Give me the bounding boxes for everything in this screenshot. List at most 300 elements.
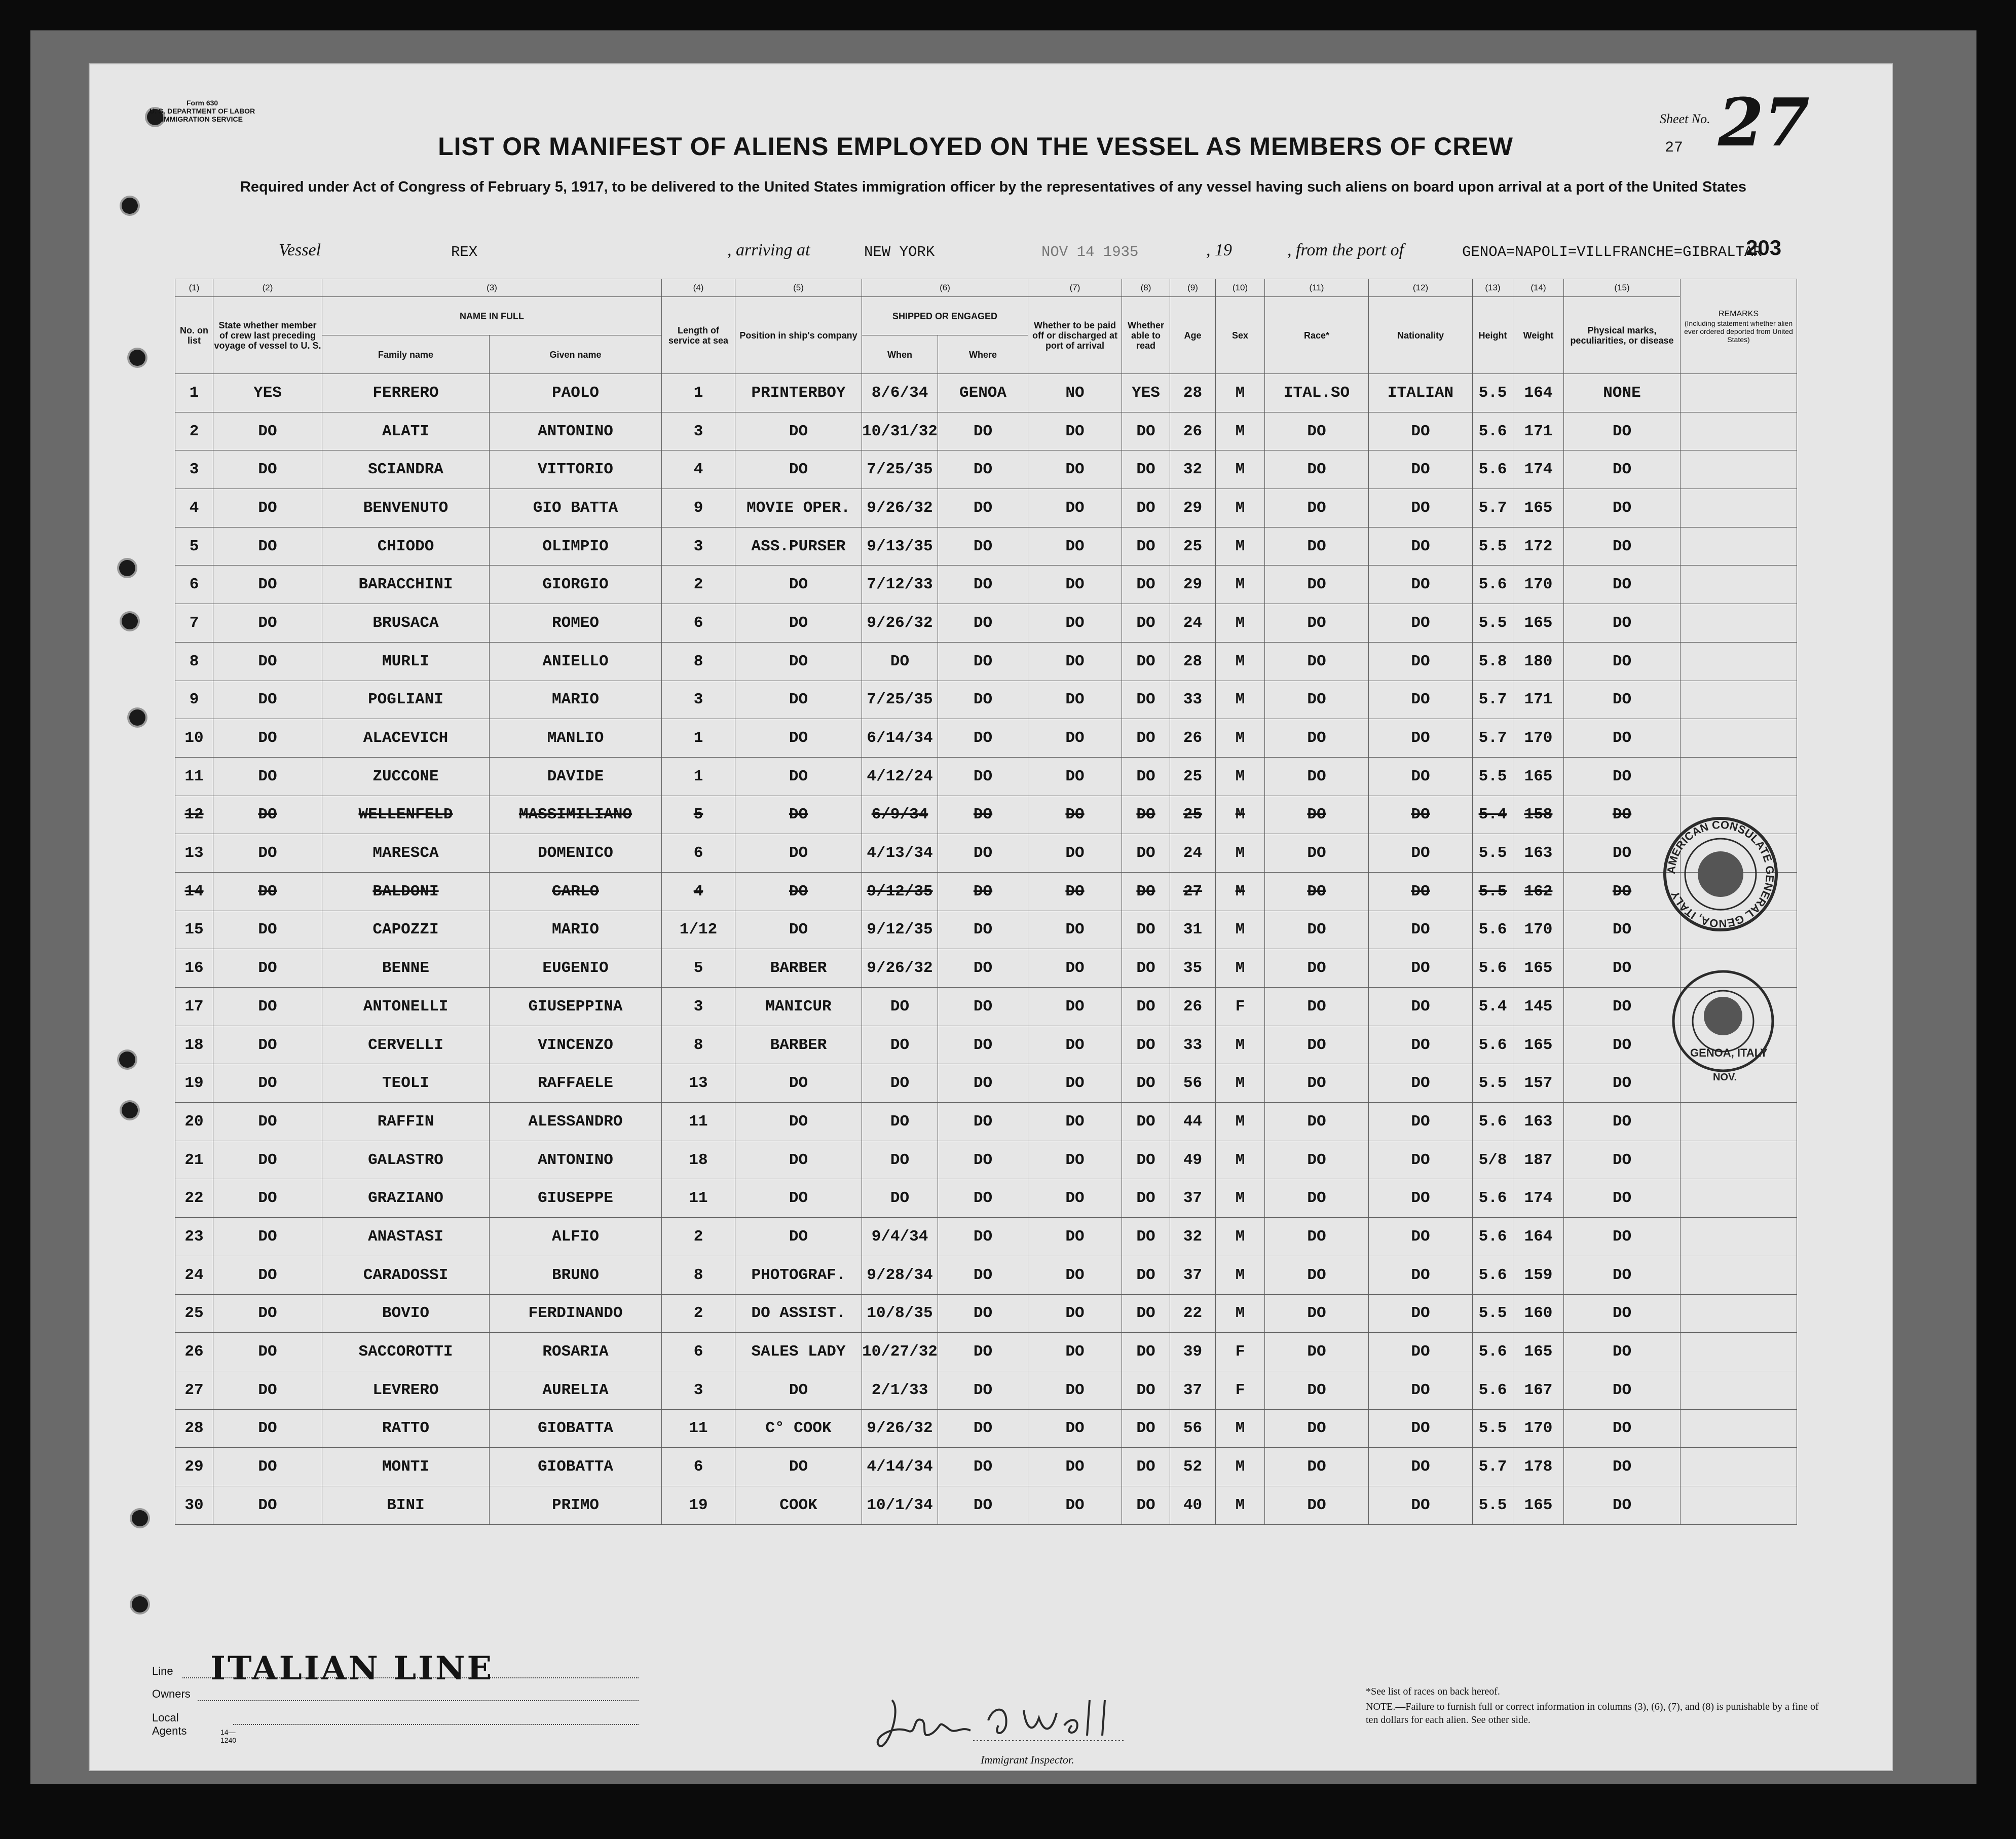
row-nationality: DO bbox=[1369, 719, 1473, 758]
row-paid-off: DO bbox=[1028, 834, 1122, 873]
row-sex: M bbox=[1216, 604, 1265, 643]
binder-hole bbox=[129, 350, 145, 366]
row-race: DO bbox=[1265, 489, 1369, 528]
inspector-label: Immigrant Inspector. bbox=[981, 1753, 1074, 1766]
row-shipped-when: 9/26/32 bbox=[862, 1409, 938, 1448]
sheet-label: Sheet No. bbox=[1660, 111, 1710, 126]
row-family-name: BINI bbox=[322, 1486, 490, 1524]
table-row bbox=[175, 872, 1797, 911]
row-height: 5.5 bbox=[1473, 1409, 1513, 1448]
row-no: 18 bbox=[175, 1026, 213, 1064]
row-sex: M bbox=[1216, 451, 1265, 489]
row-physical-marks: DO bbox=[1564, 1103, 1681, 1141]
row-paid-off: DO bbox=[1028, 1218, 1122, 1256]
row-shipped-when: 9/26/32 bbox=[862, 489, 938, 528]
row-shipped-where: DO bbox=[938, 1371, 1028, 1409]
row-weight: 162 bbox=[1513, 872, 1564, 911]
table-row bbox=[175, 489, 1797, 528]
row-shipped-where: DO bbox=[938, 872, 1028, 911]
colnum-2: (2) bbox=[213, 279, 322, 297]
row-given-name: GIOBATTA bbox=[490, 1448, 662, 1486]
row-prev-voyage: DO bbox=[213, 1333, 322, 1371]
row-position: PHOTOGRAF. bbox=[735, 1256, 862, 1294]
row-height: 5.5 bbox=[1473, 834, 1513, 873]
row-length-service: 11 bbox=[662, 1103, 735, 1141]
colnum-12: (12) bbox=[1369, 279, 1473, 297]
row-remarks bbox=[1681, 1141, 1797, 1179]
row-given-name: GIUSEPPINA bbox=[490, 988, 662, 1026]
row-family-name: ALACEVICH bbox=[322, 719, 490, 758]
row-position: DO bbox=[735, 719, 862, 758]
row-given-name: ROSARIA bbox=[490, 1333, 662, 1371]
row-prev-voyage: DO bbox=[213, 681, 322, 719]
list-number: 203 bbox=[1746, 236, 1782, 259]
row-prev-voyage: DO bbox=[213, 642, 322, 681]
row-position: DO bbox=[735, 412, 862, 451]
vessel-label: Vessel bbox=[279, 241, 321, 259]
row-family-name: CERVELLI bbox=[322, 1026, 490, 1064]
row-nationality: DO bbox=[1369, 1294, 1473, 1333]
row-nationality: DO bbox=[1369, 1103, 1473, 1141]
row-paid-off: DO bbox=[1028, 642, 1122, 681]
row-physical-marks: DO bbox=[1564, 1333, 1681, 1371]
row-prev-voyage: DO bbox=[213, 1026, 322, 1064]
row-shipped-when: 9/26/32 bbox=[862, 949, 938, 988]
row-no: 23 bbox=[175, 1218, 213, 1256]
row-nationality: DO bbox=[1369, 1409, 1473, 1448]
row-age: 22 bbox=[1170, 1294, 1216, 1333]
row-remarks bbox=[1681, 1486, 1797, 1524]
row-prev-voyage: DO bbox=[213, 796, 322, 834]
row-length-service: 8 bbox=[662, 1256, 735, 1294]
row-no: 16 bbox=[175, 949, 213, 988]
row-family-name: BENVENUTO bbox=[322, 489, 490, 528]
row-position: DO bbox=[735, 1064, 862, 1103]
row-physical-marks: DO bbox=[1564, 681, 1681, 719]
row-length-service: 2 bbox=[662, 1218, 735, 1256]
binder-hole bbox=[122, 613, 138, 629]
row-shipped-where: DO bbox=[938, 1141, 1028, 1179]
row-no: 4 bbox=[175, 489, 213, 528]
row-race: DO bbox=[1265, 1218, 1369, 1256]
table-row bbox=[175, 1064, 1797, 1103]
row-sex: M bbox=[1216, 872, 1265, 911]
row-weight: 165 bbox=[1513, 949, 1564, 988]
row-no: 17 bbox=[175, 988, 213, 1026]
row-shipped-when: 7/12/33 bbox=[862, 566, 938, 604]
row-length-service: 6 bbox=[662, 1448, 735, 1486]
row-weight: 164 bbox=[1513, 374, 1564, 412]
row-able-read: DO bbox=[1122, 1103, 1170, 1141]
row-age: 25 bbox=[1170, 796, 1216, 834]
row-weight: 170 bbox=[1513, 911, 1564, 949]
colnum-7: (7) bbox=[1028, 279, 1122, 297]
row-length-service: 4 bbox=[662, 451, 735, 489]
row-age: 39 bbox=[1170, 1333, 1216, 1371]
row-shipped-when: 4/14/34 bbox=[862, 1448, 938, 1486]
row-physical-marks: DO bbox=[1564, 1448, 1681, 1486]
row-weight: 170 bbox=[1513, 719, 1564, 758]
row-sex: M bbox=[1216, 527, 1265, 566]
row-shipped-when: 9/26/32 bbox=[862, 604, 938, 643]
row-race: DO bbox=[1265, 1064, 1369, 1103]
row-height: 5.6 bbox=[1473, 911, 1513, 949]
table-row bbox=[175, 834, 1797, 873]
row-race: DO bbox=[1265, 1294, 1369, 1333]
row-prev-voyage: DO bbox=[213, 1448, 322, 1486]
row-physical-marks: DO bbox=[1564, 1409, 1681, 1448]
row-weight: 170 bbox=[1513, 1409, 1564, 1448]
row-no: 28 bbox=[175, 1409, 213, 1448]
row-race: DO bbox=[1265, 1179, 1369, 1218]
row-able-read: DO bbox=[1122, 1448, 1170, 1486]
colnum-9: (9) bbox=[1170, 279, 1216, 297]
row-no: 25 bbox=[175, 1294, 213, 1333]
row-family-name: GALASTRO bbox=[322, 1141, 490, 1179]
table-row bbox=[175, 949, 1797, 988]
row-nationality: DO bbox=[1369, 566, 1473, 604]
row-physical-marks: DO bbox=[1564, 834, 1681, 873]
table-row bbox=[175, 1294, 1797, 1333]
row-height: 5.5 bbox=[1473, 1064, 1513, 1103]
row-shipped-where: DO bbox=[938, 1026, 1028, 1064]
header-position: Position in ship's company bbox=[735, 297, 862, 374]
row-physical-marks: DO bbox=[1564, 872, 1681, 911]
row-position: DO bbox=[735, 1448, 862, 1486]
row-height: 5.6 bbox=[1473, 1179, 1513, 1218]
row-shipped-where: DO bbox=[938, 911, 1028, 949]
row-age: 56 bbox=[1170, 1064, 1216, 1103]
row-length-service: 4 bbox=[662, 872, 735, 911]
row-position: DO bbox=[735, 642, 862, 681]
row-sex: M bbox=[1216, 757, 1265, 796]
row-no: 26 bbox=[175, 1333, 213, 1371]
row-length-service: 3 bbox=[662, 681, 735, 719]
table-row bbox=[175, 988, 1797, 1026]
row-weight: 165 bbox=[1513, 757, 1564, 796]
sheet-stamp: 27 bbox=[1665, 139, 1684, 157]
row-no: 3 bbox=[175, 451, 213, 489]
line-name: ITALIAN LINE bbox=[210, 1649, 494, 1687]
row-length-service: 1/12 bbox=[662, 911, 735, 949]
row-able-read: YES bbox=[1122, 374, 1170, 412]
row-race: DO bbox=[1265, 1333, 1369, 1371]
row-weight: 157 bbox=[1513, 1064, 1564, 1103]
row-shipped-where: DO bbox=[938, 1486, 1028, 1524]
row-given-name: VITTORIO bbox=[490, 451, 662, 489]
row-shipped-where: DO bbox=[938, 489, 1028, 528]
row-race: DO bbox=[1265, 412, 1369, 451]
row-able-read: DO bbox=[1122, 1141, 1170, 1179]
row-shipped-where: DO bbox=[938, 1333, 1028, 1371]
row-shipped-when: 10/1/34 bbox=[862, 1486, 938, 1524]
row-remarks bbox=[1681, 1179, 1797, 1218]
row-nationality: DO bbox=[1369, 1448, 1473, 1486]
row-position: DO bbox=[735, 1371, 862, 1409]
row-position: DO bbox=[735, 566, 862, 604]
row-prev-voyage: YES bbox=[213, 374, 322, 412]
row-height: 5.6 bbox=[1473, 949, 1513, 988]
header-name-in-full: NAME IN FULL bbox=[322, 297, 662, 335]
vessel-name: REX bbox=[451, 244, 478, 260]
row-able-read: DO bbox=[1122, 412, 1170, 451]
row-race: DO bbox=[1265, 1409, 1369, 1448]
row-paid-off: DO bbox=[1028, 949, 1122, 988]
row-age: 28 bbox=[1170, 374, 1216, 412]
colnum-6: (6) bbox=[862, 279, 1028, 297]
row-shipped-when: 10/27/32 bbox=[862, 1333, 938, 1371]
row-physical-marks: DO bbox=[1564, 796, 1681, 834]
row-remarks bbox=[1681, 1333, 1797, 1371]
row-shipped-where: DO bbox=[938, 796, 1028, 834]
header-shipped: SHIPPED OR ENGAGED bbox=[862, 297, 1028, 335]
row-prev-voyage: DO bbox=[213, 988, 322, 1026]
row-remarks bbox=[1681, 642, 1797, 681]
header-nationality: Nationality bbox=[1369, 297, 1473, 374]
table-row bbox=[175, 1179, 1797, 1218]
row-position: DO ASSIST. bbox=[735, 1294, 862, 1333]
row-family-name: MARESCA bbox=[322, 834, 490, 873]
header-height: Height bbox=[1473, 297, 1513, 374]
row-height: 5.6 bbox=[1473, 412, 1513, 451]
row-paid-off: NO bbox=[1028, 374, 1122, 412]
row-position: SALES LADY bbox=[735, 1333, 862, 1371]
row-no: 10 bbox=[175, 719, 213, 758]
row-able-read: DO bbox=[1122, 911, 1170, 949]
header-sex: Sex bbox=[1216, 297, 1265, 374]
row-nationality: DO bbox=[1369, 412, 1473, 451]
seal-text: AMERICAN CONSULATE GENERAL GENOA, ITALY bbox=[1664, 818, 1777, 930]
row-able-read: DO bbox=[1122, 1333, 1170, 1371]
row-prev-voyage: DO bbox=[213, 527, 322, 566]
row-physical-marks: DO bbox=[1564, 1218, 1681, 1256]
row-physical-marks: DO bbox=[1564, 1064, 1681, 1103]
row-shipped-where: DO bbox=[938, 1218, 1028, 1256]
row-length-service: 2 bbox=[662, 566, 735, 604]
manifest-sheet bbox=[89, 63, 1893, 1771]
binder-hole bbox=[122, 198, 138, 214]
row-physical-marks: DO bbox=[1564, 412, 1681, 451]
row-height: 5.4 bbox=[1473, 988, 1513, 1026]
owners-label: Owners bbox=[152, 1687, 191, 1700]
row-weight: 170 bbox=[1513, 566, 1564, 604]
row-nationality: DO bbox=[1369, 1026, 1473, 1064]
header-family-name: Family name bbox=[322, 335, 490, 374]
table-row bbox=[175, 412, 1797, 451]
row-able-read: DO bbox=[1122, 451, 1170, 489]
row-given-name: MARIO bbox=[490, 681, 662, 719]
row-physical-marks: DO bbox=[1564, 1256, 1681, 1294]
row-given-name: OLIMPIO bbox=[490, 527, 662, 566]
row-length-service: 1 bbox=[662, 757, 735, 796]
row-height: 5.6 bbox=[1473, 451, 1513, 489]
row-given-name: GIUSEPPE bbox=[490, 1179, 662, 1218]
table-row bbox=[175, 1256, 1797, 1294]
row-sex: M bbox=[1216, 489, 1265, 528]
row-sex: M bbox=[1216, 1026, 1265, 1064]
row-sex: M bbox=[1216, 1179, 1265, 1218]
row-given-name: MANLIO bbox=[490, 719, 662, 758]
row-able-read: DO bbox=[1122, 1179, 1170, 1218]
row-length-service: 13 bbox=[662, 1064, 735, 1103]
row-length-service: 6 bbox=[662, 1333, 735, 1371]
row-weight: 163 bbox=[1513, 834, 1564, 873]
row-height: 5.7 bbox=[1473, 681, 1513, 719]
row-prev-voyage: DO bbox=[213, 1179, 322, 1218]
row-age: 44 bbox=[1170, 1103, 1216, 1141]
row-paid-off: DO bbox=[1028, 872, 1122, 911]
row-physical-marks: DO bbox=[1564, 1294, 1681, 1333]
row-race: DO bbox=[1265, 1448, 1369, 1486]
row-family-name: BALDONI bbox=[322, 872, 490, 911]
row-race: DO bbox=[1265, 681, 1369, 719]
row-shipped-when: 8/6/34 bbox=[862, 374, 938, 412]
binder-hole bbox=[129, 709, 145, 726]
row-paid-off: DO bbox=[1028, 757, 1122, 796]
row-height: 5.7 bbox=[1473, 719, 1513, 758]
row-paid-off: DO bbox=[1028, 796, 1122, 834]
row-shipped-when: DO bbox=[862, 988, 938, 1026]
row-height: 5.6 bbox=[1473, 1333, 1513, 1371]
row-nationality: DO bbox=[1369, 451, 1473, 489]
row-length-service: 5 bbox=[662, 949, 735, 988]
row-family-name: RAFFIN bbox=[322, 1103, 490, 1141]
row-nationality: DO bbox=[1369, 1486, 1473, 1524]
row-race: DO bbox=[1265, 642, 1369, 681]
row-age: 35 bbox=[1170, 949, 1216, 988]
colnum-15: (15) bbox=[1564, 279, 1681, 297]
row-sex: F bbox=[1216, 1371, 1265, 1409]
row-sex: M bbox=[1216, 1218, 1265, 1256]
sheet-number: 27 bbox=[1718, 84, 1810, 161]
row-position: DO bbox=[735, 872, 862, 911]
row-weight: 165 bbox=[1513, 1486, 1564, 1524]
row-height: 5.5 bbox=[1473, 757, 1513, 796]
row-race: DO bbox=[1265, 834, 1369, 873]
row-nationality: ITALIAN bbox=[1369, 374, 1473, 412]
row-no: 6 bbox=[175, 566, 213, 604]
table-row bbox=[175, 681, 1797, 719]
row-weight: 163 bbox=[1513, 1103, 1564, 1141]
row-prev-voyage: DO bbox=[213, 566, 322, 604]
row-paid-off: DO bbox=[1028, 1371, 1122, 1409]
row-race: DO bbox=[1265, 527, 1369, 566]
row-shipped-when: DO bbox=[862, 1064, 938, 1103]
row-sex: M bbox=[1216, 834, 1265, 873]
row-shipped-where: DO bbox=[938, 642, 1028, 681]
row-shipped-when: 9/12/35 bbox=[862, 911, 938, 949]
row-sex: M bbox=[1216, 796, 1265, 834]
row-height: 5.6 bbox=[1473, 1103, 1513, 1141]
row-age: 24 bbox=[1170, 834, 1216, 873]
colnum-5: (5) bbox=[735, 279, 862, 297]
row-able-read: DO bbox=[1122, 642, 1170, 681]
table-row bbox=[175, 1141, 1797, 1179]
row-prev-voyage: DO bbox=[213, 1371, 322, 1409]
row-position: DO bbox=[735, 911, 862, 949]
races-note: *See list of races on back hereof. bbox=[1366, 1686, 1500, 1697]
row-weight: 174 bbox=[1513, 451, 1564, 489]
row-prev-voyage: DO bbox=[213, 412, 322, 451]
table-row bbox=[175, 796, 1797, 834]
row-family-name: ANASTASI bbox=[322, 1218, 490, 1256]
header-where: Where bbox=[938, 335, 1028, 374]
row-length-service: 8 bbox=[662, 1026, 735, 1064]
arriving-label: , arriving at bbox=[727, 241, 810, 259]
row-shipped-when: 10/31/32 bbox=[862, 412, 938, 451]
row-given-name: VINCENZO bbox=[490, 1026, 662, 1064]
row-able-read: DO bbox=[1122, 1256, 1170, 1294]
row-height: 5.7 bbox=[1473, 489, 1513, 528]
row-race: DO bbox=[1265, 1371, 1369, 1409]
row-race: DO bbox=[1265, 604, 1369, 643]
row-physical-marks: DO bbox=[1564, 1026, 1681, 1064]
row-given-name: ALESSANDRO bbox=[490, 1103, 662, 1141]
row-length-service: 18 bbox=[662, 1141, 735, 1179]
table-row bbox=[175, 1409, 1797, 1448]
row-shipped-when: 6/14/34 bbox=[862, 719, 938, 758]
row-race: DO bbox=[1265, 1486, 1369, 1524]
row-no: 11 bbox=[175, 757, 213, 796]
row-able-read: DO bbox=[1122, 988, 1170, 1026]
row-able-read: DO bbox=[1122, 1218, 1170, 1256]
header-when: When bbox=[862, 335, 938, 374]
row-prev-voyage: DO bbox=[213, 911, 322, 949]
row-height: 5.6 bbox=[1473, 1026, 1513, 1064]
row-height: 5.6 bbox=[1473, 1371, 1513, 1409]
row-height: 5.5 bbox=[1473, 1486, 1513, 1524]
row-age: 28 bbox=[1170, 642, 1216, 681]
row-no: 24 bbox=[175, 1256, 213, 1294]
row-age: 29 bbox=[1170, 566, 1216, 604]
row-position: MANICUR bbox=[735, 988, 862, 1026]
row-age: 33 bbox=[1170, 681, 1216, 719]
row-remarks bbox=[1681, 1103, 1797, 1141]
row-position: DO bbox=[735, 604, 862, 643]
row-height: 5.5 bbox=[1473, 1294, 1513, 1333]
row-age: 52 bbox=[1170, 1448, 1216, 1486]
row-physical-marks: DO bbox=[1564, 1371, 1681, 1409]
row-paid-off: DO bbox=[1028, 1294, 1122, 1333]
row-weight: 158 bbox=[1513, 796, 1564, 834]
row-height: 5.6 bbox=[1473, 1218, 1513, 1256]
row-able-read: DO bbox=[1122, 949, 1170, 988]
row-given-name: GIOBATTA bbox=[490, 1409, 662, 1448]
consulate-seal-2 bbox=[1670, 968, 1776, 1087]
row-prev-voyage: DO bbox=[213, 1218, 322, 1256]
line-label: Line bbox=[152, 1665, 173, 1677]
row-paid-off: DO bbox=[1028, 1141, 1122, 1179]
row-remarks bbox=[1681, 604, 1797, 643]
row-physical-marks: DO bbox=[1564, 911, 1681, 949]
row-position: COOK bbox=[735, 1486, 862, 1524]
row-physical-marks: DO bbox=[1564, 949, 1681, 988]
row-no: 27 bbox=[175, 1371, 213, 1409]
row-shipped-where: DO bbox=[938, 604, 1028, 643]
table-row bbox=[175, 1486, 1797, 1524]
row-paid-off: DO bbox=[1028, 1064, 1122, 1103]
row-position: DO bbox=[735, 757, 862, 796]
row-family-name: ZUCCONE bbox=[322, 757, 490, 796]
row-weight: 187 bbox=[1513, 1141, 1564, 1179]
row-no: 21 bbox=[175, 1141, 213, 1179]
row-paid-off: DO bbox=[1028, 988, 1122, 1026]
row-length-service: 5 bbox=[662, 796, 735, 834]
row-shipped-when: DO bbox=[862, 1103, 938, 1141]
row-position: DO bbox=[735, 1218, 862, 1256]
row-sex: M bbox=[1216, 566, 1265, 604]
row-shipped-where: DO bbox=[938, 988, 1028, 1026]
